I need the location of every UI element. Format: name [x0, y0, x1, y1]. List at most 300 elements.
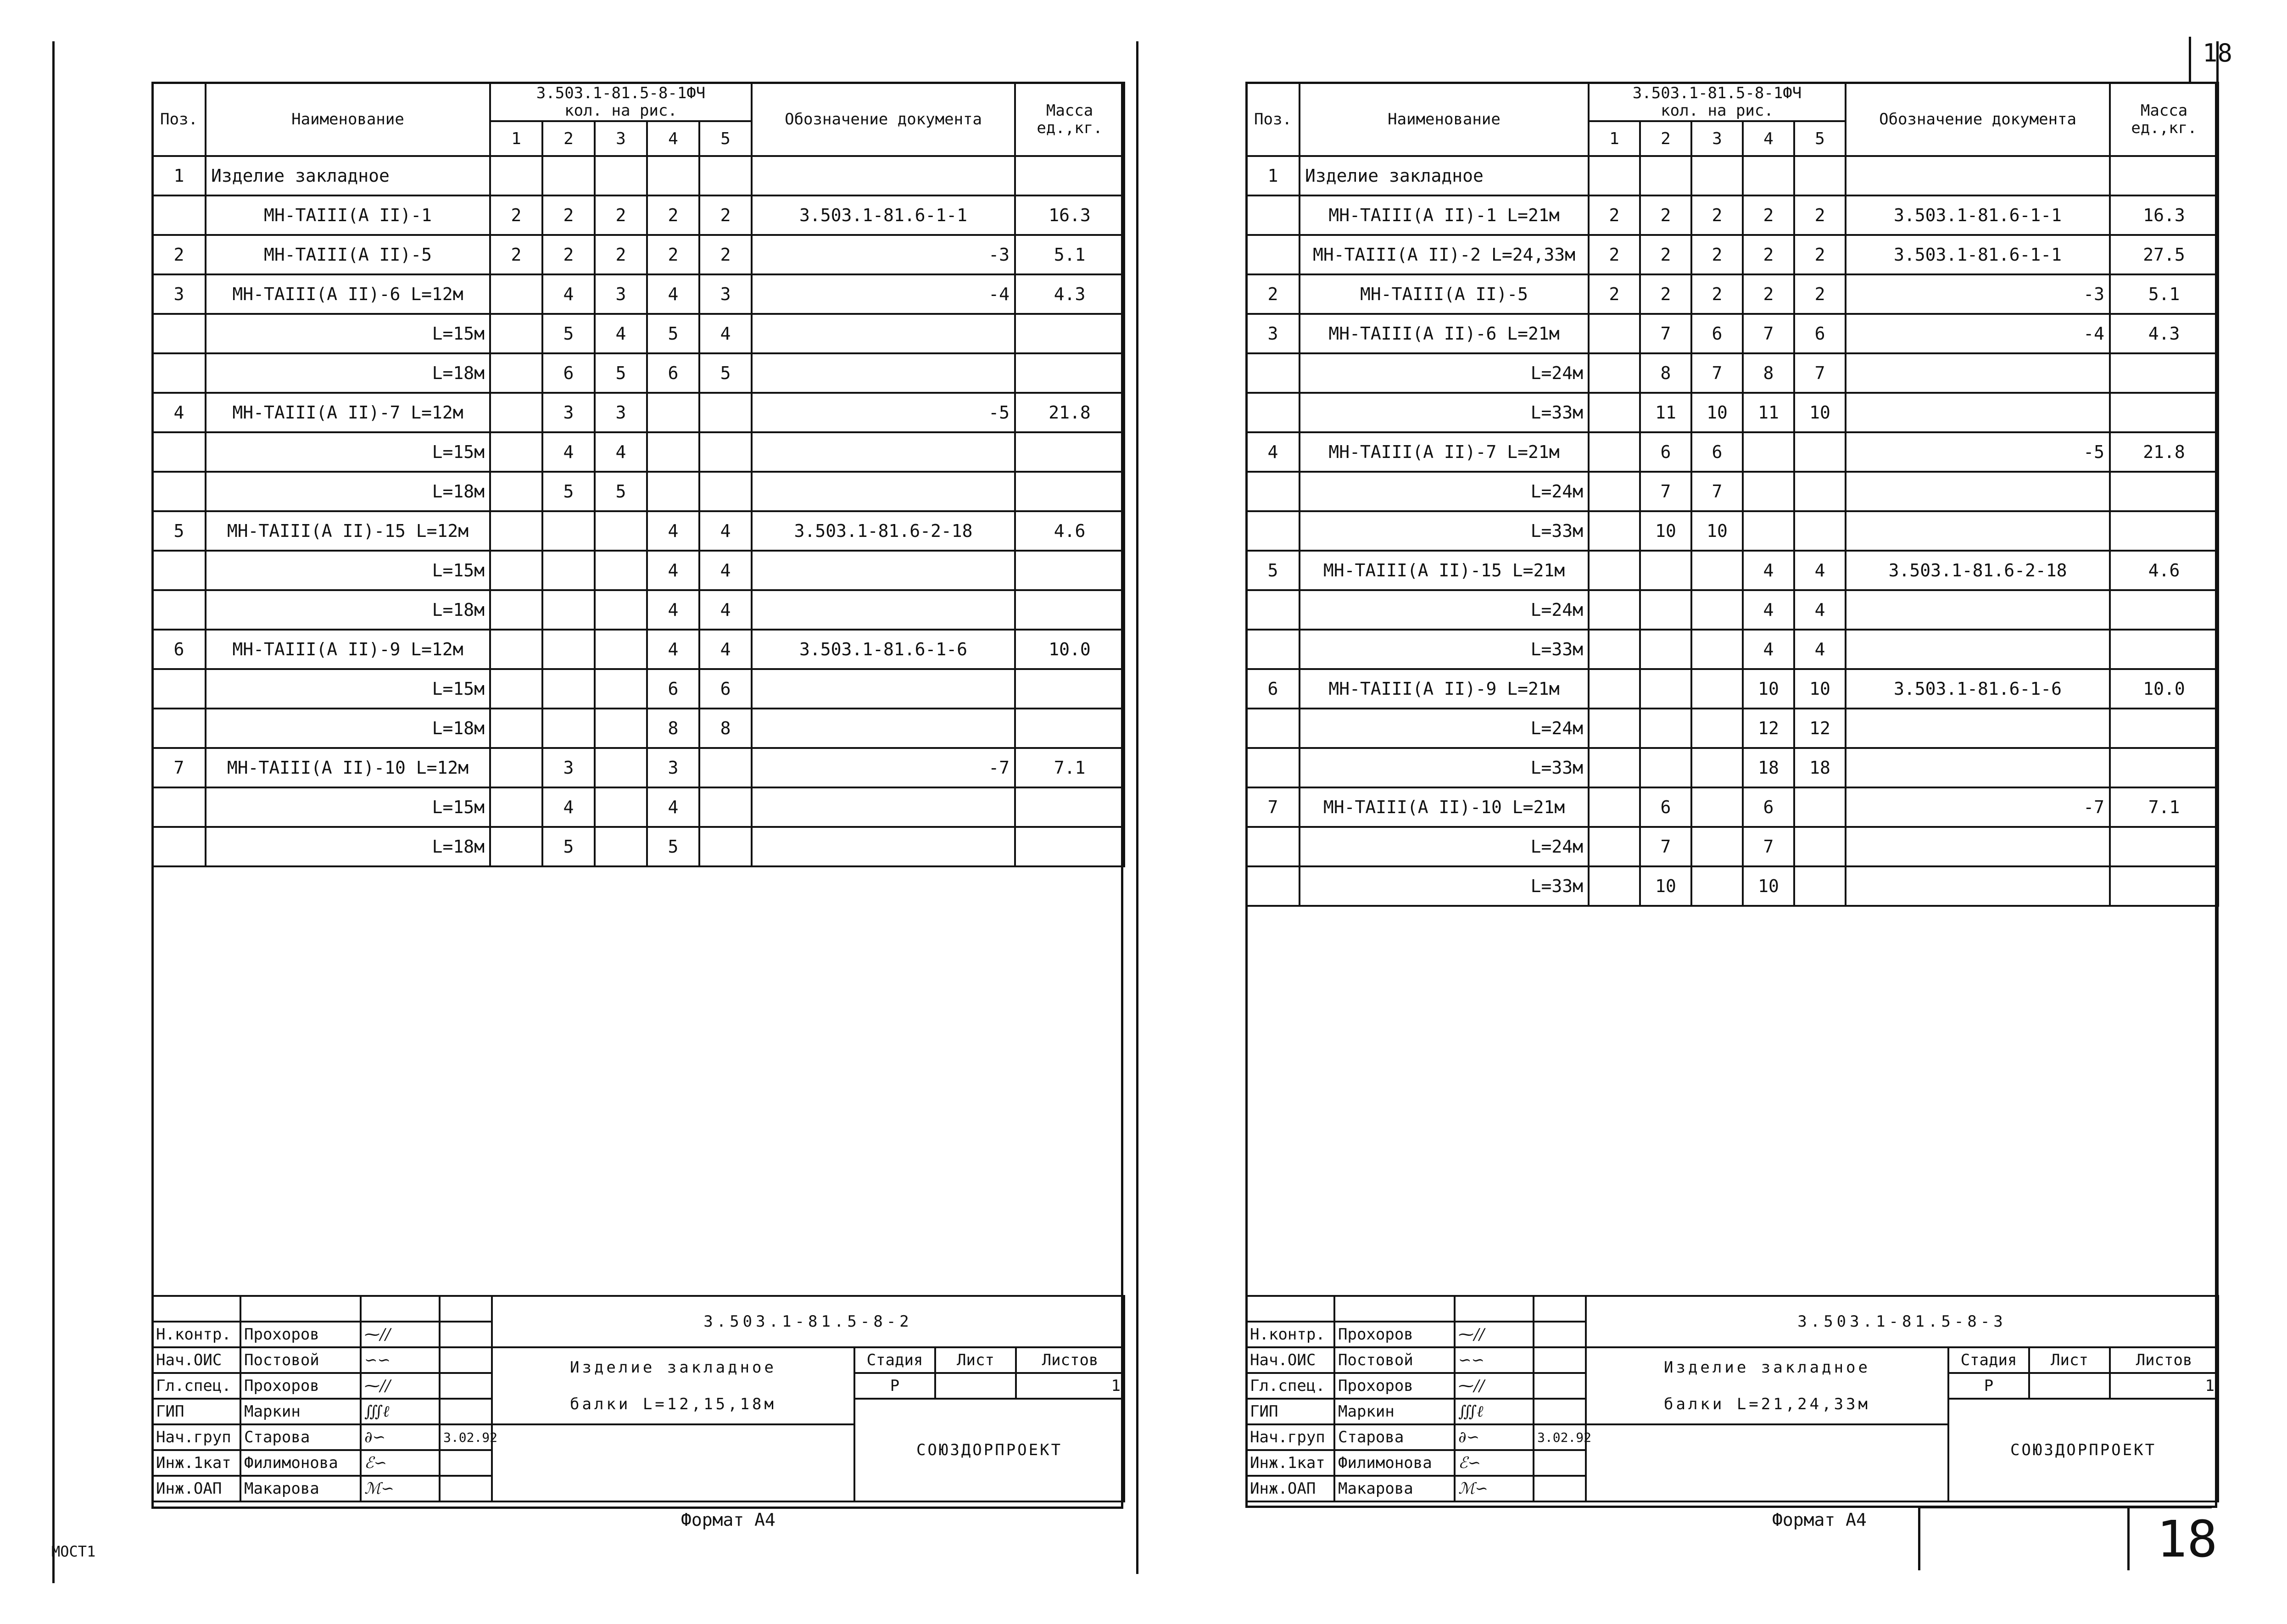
cell-mass: 21.8 — [1015, 393, 1124, 432]
cell-qty-3 — [1691, 827, 1743, 866]
right-sheets-label: Листов — [2110, 1347, 2218, 1373]
cell-pos — [1246, 827, 1300, 866]
left-date-2 — [440, 1373, 492, 1399]
cell-name: L=18м — [206, 472, 490, 511]
right-org: СОЮЗДОРПРОЕКТ — [1948, 1399, 2218, 1501]
cell-mass — [2110, 472, 2218, 511]
page-number-bottom-divider-2 — [2127, 1506, 2130, 1570]
cell-doc: -5 — [752, 393, 1015, 432]
table-row — [1246, 156, 2218, 195]
page-number-bottom: 18 — [2157, 1510, 2218, 1568]
cell-qty-3: 2 — [595, 235, 647, 274]
cell-qty-5 — [699, 472, 752, 511]
page-number-top-divider — [2189, 37, 2191, 83]
cell-name: МН-ТАIII(А II)-1 — [206, 195, 490, 235]
left-signature-2: ⁓∕∕ — [361, 1373, 440, 1399]
cell-qty-5: 4 — [699, 551, 752, 590]
cell-mass — [2110, 827, 2218, 866]
left-title-block — [151, 1295, 1125, 1502]
cell-mass — [2110, 511, 2218, 551]
cell-qty-1: 2 — [490, 195, 542, 235]
cell-qty-1 — [1589, 511, 1640, 551]
table-row — [152, 590, 1124, 630]
cell-qty-4: 8 — [1743, 353, 1794, 393]
cell-qty-5: 7 — [1794, 353, 1846, 393]
cell-qty-5: 4 — [699, 630, 752, 669]
cell-pos: 1 — [1246, 156, 1300, 195]
cell-qty-1 — [1589, 709, 1640, 748]
cell-qty-5: 4 — [1794, 590, 1846, 630]
left-person-2: Прохоров — [240, 1373, 361, 1399]
cell-pos — [152, 590, 206, 630]
cell-qty-5 — [1794, 432, 1846, 472]
col-group-header — [1589, 83, 1846, 121]
cell-mass — [2110, 630, 2218, 669]
cell-qty-4: 3 — [647, 748, 699, 787]
cell-qty-2: 3 — [542, 748, 595, 787]
table-row — [1246, 827, 2218, 866]
cell-name: L=15м — [206, 669, 490, 709]
cell-doc — [752, 156, 1015, 195]
cell-name: L=33м — [1300, 393, 1589, 432]
right-signature-0: ⁓∕∕ — [1455, 1322, 1534, 1347]
cell-qty-3 — [1691, 748, 1743, 787]
cell-doc: -3 — [1846, 274, 2110, 314]
right-signature-6: ℳ∽ — [1455, 1476, 1534, 1501]
table-row — [1246, 630, 2218, 669]
table-row — [1246, 590, 2218, 630]
cell-mass — [2110, 353, 2218, 393]
cell-qty-2 — [1640, 156, 1691, 195]
tb-blank — [152, 1296, 240, 1322]
cell-mass: 21.8 — [2110, 432, 2218, 472]
cell-qty-3 — [595, 709, 647, 748]
cell-qty-4: 4 — [1743, 590, 1794, 630]
right-spec-table — [1245, 82, 2219, 907]
cell-qty-1 — [490, 314, 542, 353]
table-row — [152, 274, 1124, 314]
cell-qty-4 — [647, 156, 699, 195]
cell-doc: -3 — [752, 235, 1015, 274]
cell-qty-4: 12 — [1743, 709, 1794, 748]
cell-qty-2 — [1640, 630, 1691, 669]
cell-name: МН-ТАIII(А II)-5 — [1300, 274, 1589, 314]
cell-doc — [752, 709, 1015, 748]
cell-qty-3 — [1691, 709, 1743, 748]
cell-qty-3 — [1691, 669, 1743, 709]
table-row — [152, 669, 1124, 709]
cell-mass — [2110, 156, 2218, 195]
right-role-0: Н.контр. — [1246, 1322, 1334, 1347]
left-person-5: Филимонова — [240, 1450, 361, 1476]
cell-qty-5 — [699, 393, 752, 432]
cell-qty-2: 5 — [542, 827, 595, 866]
cell-mass — [2110, 748, 2218, 787]
cell-qty-2: 2 — [542, 195, 595, 235]
left-date-1 — [440, 1347, 492, 1373]
cell-qty-5: 4 — [699, 511, 752, 551]
cell-mass — [2110, 866, 2218, 906]
col-doc-header: Обозначение документа — [1846, 83, 2110, 156]
cell-name: L=33м — [1300, 630, 1589, 669]
cell-qty-5: 4 — [1794, 630, 1846, 669]
cell-name: МН-ТАIII(А II)-2 L=24,33м — [1300, 235, 1589, 274]
table-row — [152, 432, 1124, 472]
tb-blank — [1586, 1424, 1948, 1501]
left-signature-0: ⁓∕∕ — [361, 1322, 440, 1347]
cell-doc: -4 — [1846, 314, 2110, 353]
cell-qty-3 — [1691, 630, 1743, 669]
cell-qty-2: 2 — [1640, 274, 1691, 314]
cell-qty-1 — [1589, 590, 1640, 630]
cell-qty-5: 2 — [1794, 274, 1846, 314]
cell-name: L=18м — [206, 709, 490, 748]
cell-pos — [1246, 709, 1300, 748]
cell-pos — [1246, 235, 1300, 274]
cell-pos — [1246, 630, 1300, 669]
cell-qty-1 — [1589, 353, 1640, 393]
cell-name: МН-ТАIII(А II)-10 L=21м — [1300, 787, 1589, 827]
cell-mass — [2110, 590, 2218, 630]
cell-pos: 5 — [1246, 551, 1300, 590]
cell-doc: -7 — [1846, 787, 2110, 827]
cell-name: МН-ТАIII(А II)-6 L=21м — [1300, 314, 1589, 353]
cell-mass: 4.6 — [1015, 511, 1124, 551]
cell-qty-1 — [1589, 314, 1640, 353]
cell-qty-1 — [490, 353, 542, 393]
cell-qty-3: 10 — [1691, 393, 1743, 432]
cell-qty-1 — [1589, 748, 1640, 787]
cell-qty-5: 2 — [1794, 235, 1846, 274]
cell-name: L=24м — [1300, 827, 1589, 866]
cell-pos — [1246, 590, 1300, 630]
table-row — [152, 511, 1124, 551]
col-1-header: 1 — [490, 121, 542, 156]
cell-doc: 3.503.1-81.6-2-18 — [752, 511, 1015, 551]
cell-qty-5: 4 — [1794, 551, 1846, 590]
cell-mass — [1015, 669, 1124, 709]
right-person-4: Старова — [1334, 1424, 1455, 1450]
right-signature-1: ∽∽ — [1455, 1347, 1534, 1373]
cell-qty-4: 4 — [647, 511, 699, 551]
cell-qty-3: 6 — [1691, 432, 1743, 472]
cell-qty-3 — [595, 827, 647, 866]
cell-name: МН-ТАIII(А II)-7 L=21м — [1300, 432, 1589, 472]
cell-mass — [1015, 551, 1124, 590]
cell-mass: 27.5 — [2110, 235, 2218, 274]
cell-name: МН-ТАIII(А II)-9 L=21м — [1300, 669, 1589, 709]
left-date-5 — [440, 1450, 492, 1476]
left-sheet-label: Лист — [935, 1347, 1016, 1373]
cell-qty-5: 2 — [699, 235, 752, 274]
right-sheet-value — [2029, 1373, 2110, 1399]
cell-qty-5 — [699, 156, 752, 195]
cell-pos: 2 — [152, 235, 206, 274]
cell-qty-2: 6 — [1640, 787, 1691, 827]
cell-doc — [1846, 630, 2110, 669]
cell-qty-4: 2 — [1743, 235, 1794, 274]
right-signature-4: ∂∽ — [1455, 1424, 1534, 1450]
cell-qty-1 — [1589, 156, 1640, 195]
table-row — [1246, 314, 2218, 353]
cell-qty-5: 18 — [1794, 748, 1846, 787]
cell-qty-4: 2 — [1743, 274, 1794, 314]
col-mass-header — [1015, 83, 1124, 156]
cell-doc — [1846, 472, 2110, 511]
cell-mass — [2110, 709, 2218, 748]
table-row — [1246, 393, 2218, 432]
cell-qty-4: 8 — [647, 709, 699, 748]
cell-doc — [752, 827, 1015, 866]
left-role-6: Инж.ОАП — [152, 1476, 240, 1501]
cell-pos: 6 — [1246, 669, 1300, 709]
cell-pos — [152, 472, 206, 511]
cell-pos: 2 — [1246, 274, 1300, 314]
cell-mass: 4.3 — [2110, 314, 2218, 353]
col-name-header: Наименование — [206, 83, 490, 156]
cell-doc — [752, 314, 1015, 353]
cell-qty-3 — [595, 630, 647, 669]
cell-qty-3 — [595, 511, 647, 551]
cell-pos — [1246, 866, 1300, 906]
col-mass-header — [2110, 83, 2218, 156]
left-binding-line — [52, 41, 55, 1583]
left-spec-table — [151, 82, 1125, 867]
cell-qty-4 — [647, 472, 699, 511]
table-row — [1246, 511, 2218, 551]
table-row — [152, 709, 1124, 748]
cell-qty-1 — [490, 709, 542, 748]
cell-pos: 3 — [1246, 314, 1300, 353]
cell-qty-3 — [1691, 156, 1743, 195]
left-title-l1: Изделие закладное — [570, 1358, 776, 1377]
cell-qty-4: 6 — [647, 353, 699, 393]
cell-doc: 3.503.1-81.6-1-1 — [752, 195, 1015, 235]
cell-qty-2 — [1640, 551, 1691, 590]
cell-qty-5 — [1794, 827, 1846, 866]
cell-qty-4: 2 — [647, 195, 699, 235]
cell-qty-1 — [1589, 393, 1640, 432]
left-signature-5: ℰ∽ — [361, 1450, 440, 1476]
cell-name: МН-ТАIII(А II)-10 L=12м — [206, 748, 490, 787]
cell-qty-3 — [595, 787, 647, 827]
cell-name: L=18м — [206, 827, 490, 866]
cell-pos — [152, 432, 206, 472]
cell-qty-5: 4 — [699, 590, 752, 630]
cell-pos: 1 — [152, 156, 206, 195]
cell-qty-5 — [1794, 866, 1846, 906]
cell-qty-2: 2 — [1640, 235, 1691, 274]
left-date-4: 3.02.92 — [440, 1424, 492, 1450]
cell-mass: 10.0 — [2110, 669, 2218, 709]
cell-doc — [752, 669, 1015, 709]
cell-mass — [2110, 393, 2218, 432]
cell-doc — [752, 590, 1015, 630]
left-signature-4: ∂∽ — [361, 1424, 440, 1450]
cell-doc — [752, 787, 1015, 827]
cell-qty-1 — [1589, 630, 1640, 669]
cell-qty-4: 4 — [647, 274, 699, 314]
cell-qty-3: 7 — [1691, 353, 1743, 393]
cell-qty-4: 4 — [647, 630, 699, 669]
cell-qty-5: 10 — [1794, 393, 1846, 432]
cell-qty-1 — [490, 274, 542, 314]
right-date-3 — [1534, 1399, 1586, 1424]
cell-name: L=33м — [1300, 748, 1589, 787]
cell-qty-5: 5 — [699, 353, 752, 393]
cell-doc: 3.503.1-81.6-1-6 — [752, 630, 1015, 669]
cell-qty-5: 3 — [699, 274, 752, 314]
cell-name: МН-ТАIII(А II)-9 L=12м — [206, 630, 490, 669]
cell-qty-2: 5 — [542, 472, 595, 511]
left-stage-label: Стадия — [854, 1347, 935, 1373]
cell-qty-2: 7 — [1640, 472, 1691, 511]
cell-doc: -4 — [752, 274, 1015, 314]
right-person-6: Макарова — [1334, 1476, 1455, 1501]
cell-pos — [1246, 353, 1300, 393]
cell-qty-3: 2 — [1691, 195, 1743, 235]
col-mass-l1: Масса — [2140, 101, 2188, 120]
cell-doc — [1846, 156, 2110, 195]
cell-qty-4: 4 — [1743, 551, 1794, 590]
cell-qty-4: 10 — [1743, 669, 1794, 709]
cell-doc: 3.503.1-81.6-1-1 — [1846, 235, 2110, 274]
cell-qty-2: 6 — [542, 353, 595, 393]
cell-mass — [1015, 827, 1124, 866]
table-row — [1246, 748, 2218, 787]
cell-name: L=33м — [1300, 866, 1589, 906]
cell-qty-2 — [542, 630, 595, 669]
cell-qty-3: 4 — [595, 314, 647, 353]
left-person-0: Прохоров — [240, 1322, 361, 1347]
cell-qty-1: 2 — [1589, 235, 1640, 274]
cell-qty-2 — [1640, 748, 1691, 787]
cell-name: МН-ТАIII(А II)-7 L=12м — [206, 393, 490, 432]
cell-qty-3: 7 — [1691, 472, 1743, 511]
cell-qty-5 — [699, 748, 752, 787]
cell-name: МН-ТАIII(А II)-1 L=21м — [1300, 195, 1589, 235]
cell-qty-4 — [647, 393, 699, 432]
cell-mass: 7.1 — [1015, 748, 1124, 787]
left-title-l2: балки L=12,15,18м — [570, 1395, 776, 1413]
cell-doc — [1846, 827, 2110, 866]
left-role-3: ГИП — [152, 1399, 240, 1424]
cell-name: L=24м — [1300, 472, 1589, 511]
right-date-4: 3.02.92 — [1534, 1424, 1586, 1450]
cell-mass: 4.3 — [1015, 274, 1124, 314]
cell-qty-3 — [595, 156, 647, 195]
left-date-6 — [440, 1476, 492, 1501]
cell-qty-1 — [490, 787, 542, 827]
cell-qty-5 — [699, 787, 752, 827]
cell-qty-3 — [1691, 787, 1743, 827]
right-signature-3: ∭ℓ — [1455, 1399, 1534, 1424]
cell-qty-4 — [1743, 432, 1794, 472]
table-row — [152, 630, 1124, 669]
cell-qty-1 — [490, 551, 542, 590]
col-3-header: 3 — [595, 121, 647, 156]
cell-name: Изделие закладное — [1300, 156, 1589, 195]
cell-name: L=24м — [1300, 709, 1589, 748]
cell-qty-1: 2 — [1589, 195, 1640, 235]
table-row — [152, 472, 1124, 511]
col-1-header: 1 — [1589, 121, 1640, 156]
right-sheet-label: Лист — [2029, 1347, 2110, 1373]
cell-doc: -7 — [752, 748, 1015, 787]
cell-qty-4: 11 — [1743, 393, 1794, 432]
cell-doc: 3.503.1-81.6-2-18 — [1846, 551, 2110, 590]
right-date-6 — [1534, 1476, 1586, 1501]
left-role-2: Гл.спец. — [152, 1373, 240, 1399]
cell-mass — [1015, 353, 1124, 393]
cell-mass — [1015, 590, 1124, 630]
cell-pos: 4 — [152, 393, 206, 432]
cell-qty-3: 4 — [595, 432, 647, 472]
cell-qty-2: 10 — [1640, 511, 1691, 551]
cell-mass — [1015, 314, 1124, 353]
cell-qty-1 — [1589, 787, 1640, 827]
cell-name: L=15м — [206, 314, 490, 353]
cell-qty-4 — [647, 432, 699, 472]
col-2-header: 2 — [542, 121, 595, 156]
tb-blank — [361, 1296, 440, 1322]
cell-qty-2 — [1640, 709, 1691, 748]
cell-name: L=33м — [1300, 511, 1589, 551]
right-doc-code: 3.503.1-81.5-8-3 — [1586, 1296, 2218, 1347]
col-doc-header: Обозначение документа — [752, 83, 1015, 156]
col-mass-l2: ед.,кг. — [1037, 119, 1103, 137]
cell-doc: -5 — [1846, 432, 2110, 472]
cell-qty-3 — [595, 669, 647, 709]
cell-qty-1 — [1589, 472, 1640, 511]
cell-qty-1 — [490, 432, 542, 472]
cell-qty-3 — [1691, 551, 1743, 590]
cell-qty-4: 4 — [647, 551, 699, 590]
cell-doc — [1846, 511, 2110, 551]
left-signature-3: ∭ℓ — [361, 1399, 440, 1424]
cell-qty-2 — [542, 669, 595, 709]
cell-pos — [152, 827, 206, 866]
cell-qty-1 — [490, 472, 542, 511]
right-stage-value: Р — [1948, 1373, 2029, 1399]
cell-name: МН-ТАIII(А II)-6 L=12м — [206, 274, 490, 314]
right-signature-2: ⁓∕∕ — [1455, 1373, 1534, 1399]
cell-qty-5 — [699, 827, 752, 866]
cell-qty-4: 4 — [1743, 630, 1794, 669]
table-row — [1246, 787, 2218, 827]
left-person-4: Старова — [240, 1424, 361, 1450]
cell-pos — [152, 551, 206, 590]
cell-qty-4: 2 — [1743, 195, 1794, 235]
cell-pos — [1246, 748, 1300, 787]
cell-qty-1 — [1589, 432, 1640, 472]
cell-qty-1 — [490, 748, 542, 787]
cell-mass: 16.3 — [2110, 195, 2218, 235]
cell-name: L=15м — [206, 432, 490, 472]
cell-qty-1 — [1589, 551, 1640, 590]
cell-qty-4: 10 — [1743, 866, 1794, 906]
table-row — [1246, 551, 2218, 590]
right-person-3: Маркин — [1334, 1399, 1455, 1424]
cell-qty-3 — [1691, 866, 1743, 906]
right-title-l2: балки L=21,24,33м — [1664, 1395, 1870, 1413]
left-title-cell — [492, 1347, 854, 1424]
col-mass-l1: Масса — [1046, 101, 1093, 120]
cell-mass: 5.1 — [1015, 235, 1124, 274]
cell-pos: 3 — [152, 274, 206, 314]
left-sheets-label: Листов — [1016, 1347, 1124, 1373]
cell-qty-3: 3 — [595, 393, 647, 432]
